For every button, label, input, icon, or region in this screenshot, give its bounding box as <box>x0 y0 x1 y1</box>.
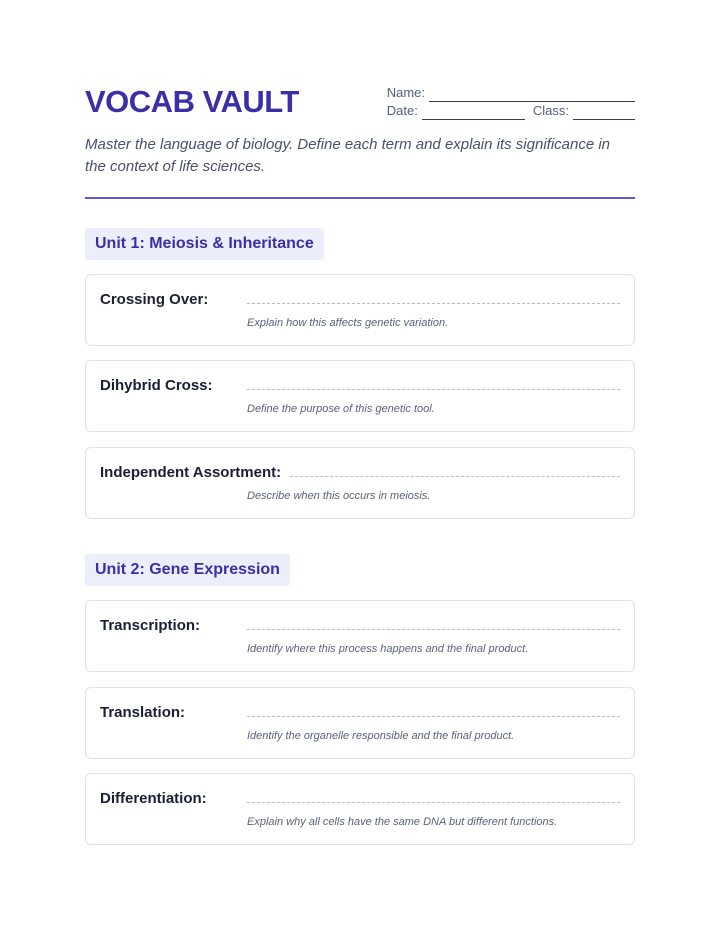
definition-line[interactable] <box>247 802 620 803</box>
definition-line[interactable] <box>247 389 620 390</box>
name-field[interactable] <box>429 88 635 102</box>
unit-heading: Unit 1: Meiosis & Inheritance <box>85 228 324 260</box>
header-divider <box>85 197 635 199</box>
definition-line[interactable] <box>247 303 620 304</box>
term-hint: Describe when this occurs in meiosis. <box>247 490 431 502</box>
term-label: Translation: <box>100 704 186 721</box>
vocab-card <box>85 687 635 759</box>
definition-line[interactable] <box>247 629 620 630</box>
definition-line[interactable] <box>290 476 620 477</box>
date-label: Date: <box>386 103 418 118</box>
class-label: Class: <box>532 103 569 118</box>
date-field[interactable] <box>422 106 525 120</box>
worksheet-title: VOCAB VAULT <box>85 84 299 119</box>
worksheet-header <box>85 84 635 124</box>
vocab-card <box>85 447 635 519</box>
term-label: Dihybrid Cross: <box>100 377 213 394</box>
intro-text: Master the language of biology. Define each term and explain its significance in the context of life sciences. <box>85 136 611 175</box>
date-class-row <box>387 102 635 120</box>
vocab-card <box>85 773 635 845</box>
term-hint: Define the purpose of this genetic tool. <box>247 403 435 415</box>
term-hint: Explain why all cells have the same DNA but different functions. <box>247 816 558 828</box>
vocab-card <box>85 360 635 432</box>
definition-line[interactable] <box>247 716 620 717</box>
student-info <box>387 84 635 120</box>
term-label: Independent Assortment: <box>100 464 282 481</box>
name-label: Name: <box>386 85 425 100</box>
term-hint: Identify the organelle responsible and the final product. <box>247 730 515 742</box>
unit-heading: Unit 2: Gene Expression <box>85 554 290 586</box>
vocab-card <box>85 274 635 346</box>
name-row <box>387 84 635 102</box>
term-label: Transcription: <box>100 617 201 634</box>
class-field[interactable] <box>573 106 635 120</box>
term-label: Crossing Over: <box>100 291 209 308</box>
vocab-card <box>85 600 635 672</box>
term-label: Differentiation: <box>100 790 207 807</box>
term-hint: Explain how this affects genetic variation. <box>247 317 449 329</box>
term-hint: Identify where this process happens and the final product. <box>247 643 529 655</box>
